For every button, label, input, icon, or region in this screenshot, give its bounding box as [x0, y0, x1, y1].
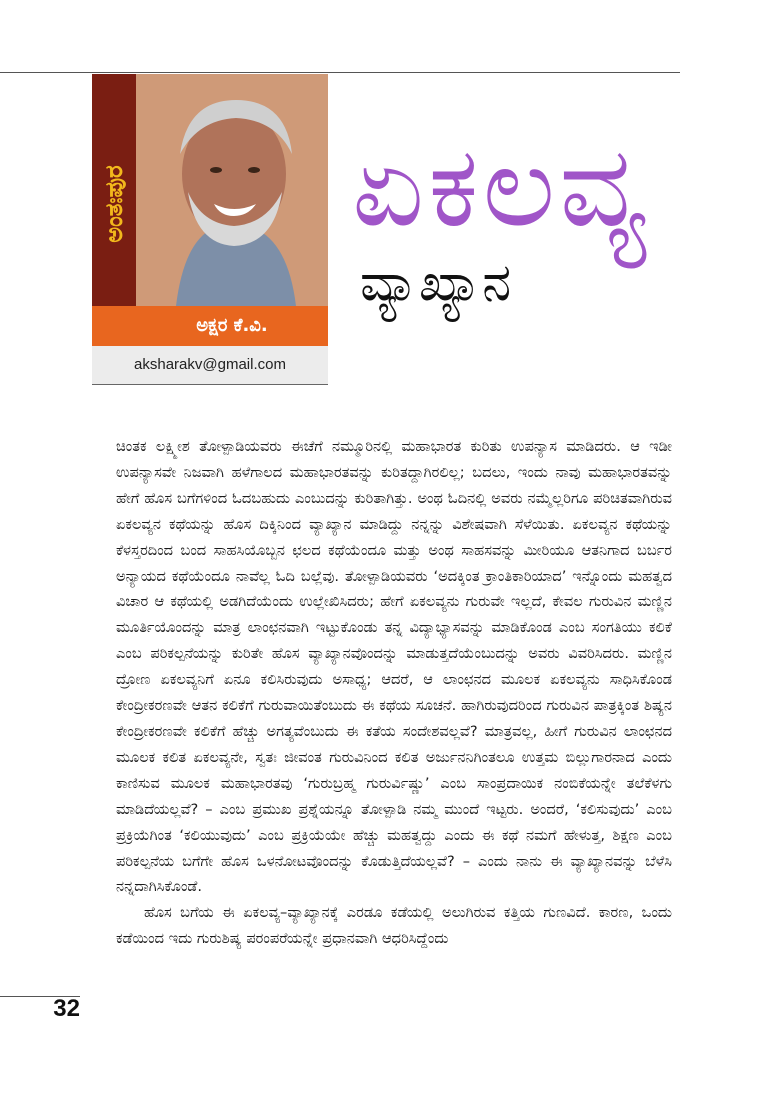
page-number: 32 [53, 995, 80, 1022]
top-rule [0, 72, 680, 73]
email-box [92, 346, 328, 385]
column-header-box [92, 74, 328, 346]
article-paragraph-1: ಚಿಂತಕ ಲಕ್ಷ್ಮೀಶ ತೋಳ್ಪಾಡಿಯವರು ಈಚೆಗೆ ನಮ್ಮೂರಿನಲ್ಲಿ ಮಹಾಭಾರತ ಕುರಿತು ಉಪನ್ಯಾಸ ಮಾಡಿದರು. ಆ ಇಡೀ ಉಪನ್ಯಾಸವೇ ನಿಜವಾಗಿ ಹಳೆಗಾಲದ ಮಹಾಭಾರತವನ್ನು ಕುರಿತದ್ದಾಗಿರಲಿಲ್ಲ; ಬದಲು, ಇಂದು ನಾವು ಮಹಾಭಾರತವನ್ನು ಹೇಗೆ ಹೊಸ ಬಗೆಗಳಿಂದ ಓದಬಹುದು ಎಂಬುದನ್ನು ಕುರಿತಾಗಿತ್ತು. ಅಂಥ ಓದಿನಲ್ಲಿ ಅವರು ನಮ್ಮೆಲ್ಲರಿಗೂ ಪರಿಚಿತವಾಗಿರುವ ಏಕಲವ್ಯನ ಕಥೆಯನ್ನು ಹೊಸ ದಿಕ್ಕಿನಿಂದ ವ್ಯಾಖ್ಯಾನ ಮಾಡಿದ್ದು ನನ್ನನ್ನು ವಿಶೇಷವಾಗಿ ಸೆಳೆಯಿತು. ಏಕಲವ್ಯನ ಕಥೆಯನ್ನು ಕೆಳಸ್ತರದಿಂದ ಬಂದ ಸಾಹಸಿಯೊಬ್ಬನ ಛಲದ ಕಥೆಯೆಂದೂ ಮತ್ತು ಅಂಥ ಸಾಹಸವನ್ನು ಮೀರಿಯೂ ಆತನಿಗಾದ ಬರ್ಬರ ಅನ್ಯಾಯದ ಕಥೆಯೆಂದೂ ನಾವೆಲ್ಲ ಓದಿ ಬಲ್ಲೆವು. ತೋಳ್ಪಾಡಿಯವರು ‘ಅದಕ್ಕಿಂತ ಕ್ರಾಂತಿಕಾರಿಯಾದ’ ಇನ್ನೊಂದು ಮಹತ್ವದ ವಿಚಾರ ಆ ಕಥೆಯಲ್ಲಿ ಅಡಗಿದೆಯೆಂದು ಉಲ್ಲೇಖಿಸಿದರು; ಹೇಗೆ ಏಕಲವ್ಯನು ಗುರುವೇ ಇಲ್ಲದೆ, ಕೇವಲ ಗುರುವಿನ ಮಣ್ಣಿನ ಮೂರ್ತಿಯೊಂದನ್ನು ಮಾತ್ರ ಲಾಂಛನವಾಗಿ ಇಟ್ಟುಕೊಂಡು ತನ್ನ ವಿದ್ಯಾಭ್ಯಾಸವನ್ನು ಮಾಡಿಕೊಂಡ ಎಂಬ ಸಂಗತಿಯು ಕಲಿಕೆ ಎಂಬ ಪರಿಕಲ್ಪನೆಯನ್ನು ಕುರಿತೇ ಹೊಸ ವ್ಯಾಖ್ಯಾನವೊಂದನ್ನು ಮಾಡುತ್ತದೆಯೆಂಬುದನ್ನು ಅವರು ವಿವರಿಸಿದರು. ಮಣ್ಣಿನ ದ್ರೋಣ ಏಕಲವ್ಯನಿಗೆ ಏನೂ ಕಲಿಸಿರುವುದು ಅಸಾಧ್ಯ; ಆದರೆ, ಆ ಲಾಂಛನದ ಮೂಲಕ ಏಕಲವ್ಯನು ಸಾಧಿಸಿಕೊಂಡ ಕೇಂದ್ರೀಕರಣವೇ ಆತನ ಕಲಿಕೆಗೆ ಗುರುವಾಯಿತೆಂಬುದು ಈ ಕಥೆಯ ಸೂಚನೆ. ಹಾಗಿರುವುದರಿಂದ ಗುರುವಿನ ಪಾತ್ರಕ್ಕಿಂತ ಶಿಷ್ಯನ ಕೇಂದ್ರೀಕರಣವೇ ಕಲಿಕೆಗೆ ಹೆಚ್ಚು ಅಗತ್ಯವೆಂಬುದು ಈ ಕತೆಯ ಸಂದೇಶವಲ್ಲವೆ? ಮಾತ್ರವಲ್ಲ, ಹೀಗೆ ಗುರುವಿನ ಲಾಂಛನದ ಮೂಲಕ ಕಲಿತ ಏಕಲವ್ಯನೇ, ಸ್ವತಃ ಜೀವಂತ ಗುರುವಿನಿಂದ ಕಲಿತ ಅರ್ಜುನನಿಗಿಂತಲೂ ಉತ್ತಮ ಬಿಲ್ಲುಗಾರನಾದ ಎಂದು ಕಾಣಿಸುವ ಮೂಲಕ ಮಹಾಭಾರತವು ‘ಗುರುಬ್ರಹ್ಮ ಗುರುರ್ವಿಷ್ಣು’ ಎಂಬ ಸಾಂಪ್ರದಾಯಿಕ ನಂಬಿಕೆಯನ್ನೇ ತಲೆಕೆಳಗು ಮಾಡಿದೆಯಲ್ಲವೆ? – ಎಂಬ ಪ್ರಮುಖ ಪ್ರಶ್ನೆಯನ್ನೂ ತೋಳ್ಪಾಡಿ ನಮ್ಮ ಮುಂದೆ ಇಟ್ಟರು. ಅಂದರೆ, ‘ಕಲಿಸುವುದು’ ಎಂಬ ಪ್ರಕ್ರಿಯೆಗಿಂತ ‘ಕಲಿಯುವುದು’ ಎಂಬ ಪ್ರಕ್ರಿಯೆಯೇ ಹೆಚ್ಚು ಮಹತ್ವದ್ದು ಎಂದು ಈ ಕಥೆ ನಮಗೆ ಹೇಳುತ್ತ, ಶಿಕ್ಷಣ ಎಂಬ ಪರಿಕಲ್ಪನೆಯ ಬಗೆಗೇ ಹೊಸ ಒಳನೋಟವೊಂದನ್ನು ಕೊಡುತ್ತಿದೆಯಲ್ಲವೆ? – ಎಂದು ನಾನು ಈ ವ್ಯಾಖ್ಯಾನವನ್ನು ಬೆಳೆಸಿ ನನ್ನದಾಗಿಸಿಕೊಂಡೆ. [116, 438, 672, 896]
article-title: ಏಕಲವ್ಯ [352, 122, 651, 252]
author-portrait-illustration [136, 74, 328, 306]
author-portrait [136, 74, 328, 306]
author-name: ಅಕ್ಷರ ಕೆ.ವಿ. [196, 315, 268, 336]
article-subtitle: ವ್ಯಾಖ್ಯಾನ [360, 253, 512, 313]
article-body [116, 434, 672, 952]
article-paragraph-2: ಹೊಸ ಬಗೆಯ ಈ ಏಕಲವ್ಯ–ವ್ಯಾಖ್ಯಾನಕ್ಕೆ ಎರಡೂ ಕಡೆಯಲ್ಲಿ ಅಲುಗಿರುವ ಕತ್ತಿಯ ಗುಣವಿದೆ. ಕಾರಣ, ಒಂದು ಕಡೆಯಿಂದ ಇದು ಗುರುಶಿಷ್ಯ ಪರಂಪರೆಯನ್ನೇ ಪ್ರಧಾನವಾಗಿ ಆಧರಿಸಿದ್ದೆಂದು [116, 904, 672, 948]
author-email: aksharakv@gmail.com [134, 356, 286, 373]
column-name: ಅಂತಃಪುರ [100, 165, 128, 243]
